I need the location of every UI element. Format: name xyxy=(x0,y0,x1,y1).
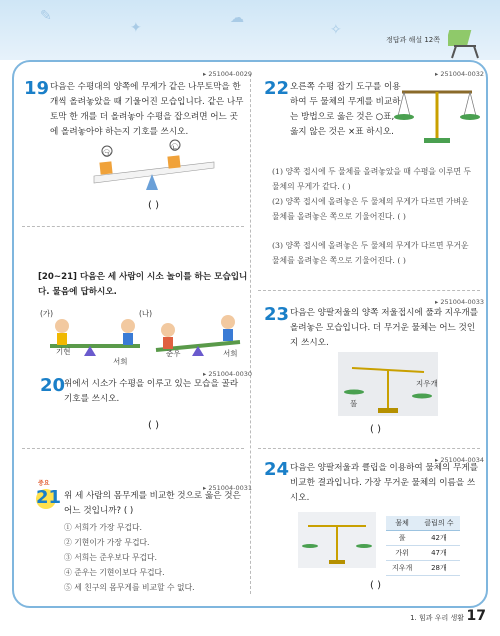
answer-ref: 정답과 해설 12쪽 xyxy=(386,36,440,44)
name-label: 준우 xyxy=(166,349,181,358)
table-cell: 42개 xyxy=(418,531,459,546)
statement-item[interactable]: (1) 양쪽 접시에 두 물체를 올려놓았을 때 수평을 이루면 두 물체의 무게가 같다. ( ) xyxy=(272,167,472,191)
option-item[interactable]: ③ 서희는 준우보다 무겁다. xyxy=(64,553,158,562)
statement-item[interactable]: (3) 양쪽 접시에 올려놓은 두 물체의 무게가 다르면 무거운 물체를 올려놓은 쪽으로 기울어진다. ( ) xyxy=(272,241,469,265)
question-number: 24 xyxy=(264,459,290,480)
separator xyxy=(258,448,480,449)
question-text: 오른쪽 수평 잡기 도구를 이용하여 두 물체의 무게를 비교하는 방법으로 옳은 것은 ○표, 옳지 않은 것은 ×표 하시오. xyxy=(290,82,401,137)
option-item[interactable]: ④ 준우는 기현이보다 무겁다. xyxy=(64,568,165,577)
question-number: 21 xyxy=(36,487,62,508)
scale-with-clips-photo xyxy=(298,512,376,568)
balance-beam-figure xyxy=(90,138,220,194)
table-row xyxy=(386,561,460,576)
question-code: ▸ 251004-0030 xyxy=(203,370,253,378)
table-cell: 28개 xyxy=(418,561,459,576)
separator xyxy=(22,448,244,449)
question-text: 위 세 사람의 몸무게를 비교한 것으로 옳은 것은 어느 것입니까? ( ) xyxy=(64,491,241,516)
question-code: ▸ 251004-0034 xyxy=(435,456,485,464)
answer-blank[interactable]: ( ) xyxy=(370,580,381,591)
doodle-icon: ✎ xyxy=(40,8,52,24)
column-divider xyxy=(250,74,251,594)
answer-blank[interactable]: ( ) xyxy=(148,420,159,431)
question-number: 22 xyxy=(264,78,290,99)
table-header: 클립의 수 xyxy=(418,516,459,531)
question-text: 다음은 수평대의 양쪽에 무게가 같은 나무토막을 한 개씩 올려놓았을 때 기울어진 모습입니다. 같은 나무토막 한 개를 더 올려놓아 수평을 잡으려면 어느 곳에 올려놓아야 하는지 기호를 쓰시오. xyxy=(50,82,244,137)
label-na: (나) xyxy=(139,309,153,318)
question-text: 다음은 양팔저울의 양쪽 저울접시에 풀과 지우개를 올려놓은 모습입니다. 더 무거운 물체는 어느 것인지 쓰시오. xyxy=(290,308,478,348)
table-row xyxy=(386,531,460,546)
name-label: 기현 xyxy=(56,347,71,356)
table-row xyxy=(386,546,460,561)
seesaw-figure xyxy=(40,312,248,358)
question-code: ▸ 251004-0029 xyxy=(203,70,253,78)
table-header: 물체 xyxy=(386,516,418,531)
question-number: 19 xyxy=(24,78,50,99)
table-cell: 지우개 xyxy=(386,561,418,576)
question-number: 23 xyxy=(264,304,290,325)
table-cell: 47개 xyxy=(418,546,459,561)
chair-icon xyxy=(448,20,482,60)
label-a: ㉠ xyxy=(103,149,111,158)
doodle-icon: ✦ xyxy=(130,20,142,36)
option-item[interactable]: ② 기현이가 가장 무겁다. xyxy=(64,538,150,547)
label-b: ㉡ xyxy=(171,143,179,152)
doodle-icon: ✧ xyxy=(330,22,342,38)
separator xyxy=(258,290,480,291)
chapter-title: 1. 힘과 우리 생활 xyxy=(410,614,464,622)
option-item[interactable]: ① 서희가 가장 무겁다. xyxy=(64,523,142,532)
separator xyxy=(22,226,244,227)
page-number: 17 xyxy=(466,608,486,624)
item-label: 지우개 xyxy=(416,379,438,388)
table-cell: 가위 xyxy=(386,546,418,561)
question-code: ▸ 251004-0033 xyxy=(435,298,485,306)
item-label: 풀 xyxy=(350,399,358,408)
name-label: 서희 xyxy=(113,357,128,366)
name-label: 서희 xyxy=(223,349,238,358)
label-ga: (가) xyxy=(40,309,54,318)
option-item[interactable]: ⑤ 세 친구의 몸무게를 비교할 수 없다. xyxy=(64,583,195,592)
table-cell: 풀 xyxy=(386,531,418,546)
question-code: ▸ 251004-0031 xyxy=(203,484,253,492)
result-table xyxy=(386,516,460,576)
answer-blank[interactable]: ( ) xyxy=(370,424,381,435)
doodle-icon: ☁ xyxy=(230,10,244,26)
balance-scale-figure xyxy=(392,82,482,148)
important-badge: 중요 xyxy=(38,480,50,487)
question-text: 위에서 시소가 수평을 이루고 있는 모습을 골라 기호를 쓰시오. xyxy=(64,379,239,404)
question-number: 20 xyxy=(40,375,66,396)
intro-text: [20~21] 다음은 세 사람이 시소 놀이를 하는 모습입니다. 물음에 답하시오. xyxy=(38,272,248,297)
statement-item[interactable]: (2) 양쪽 접시에 올려놓은 두 물체의 무게가 다르면 가벼운 물체를 올려놓은 쪽으로 기울어진다. ( ) xyxy=(272,197,469,221)
question-text: 다음은 양팔저울과 클립을 이용하여 물체의 무게를 비교한 결과입니다. 가장 무거운 물체의 이름을 쓰시오. xyxy=(290,463,478,503)
question-code: ▸ 251004-0032 xyxy=(435,70,485,78)
answer-blank[interactable]: ( ) xyxy=(148,200,159,211)
page-header xyxy=(0,0,500,60)
